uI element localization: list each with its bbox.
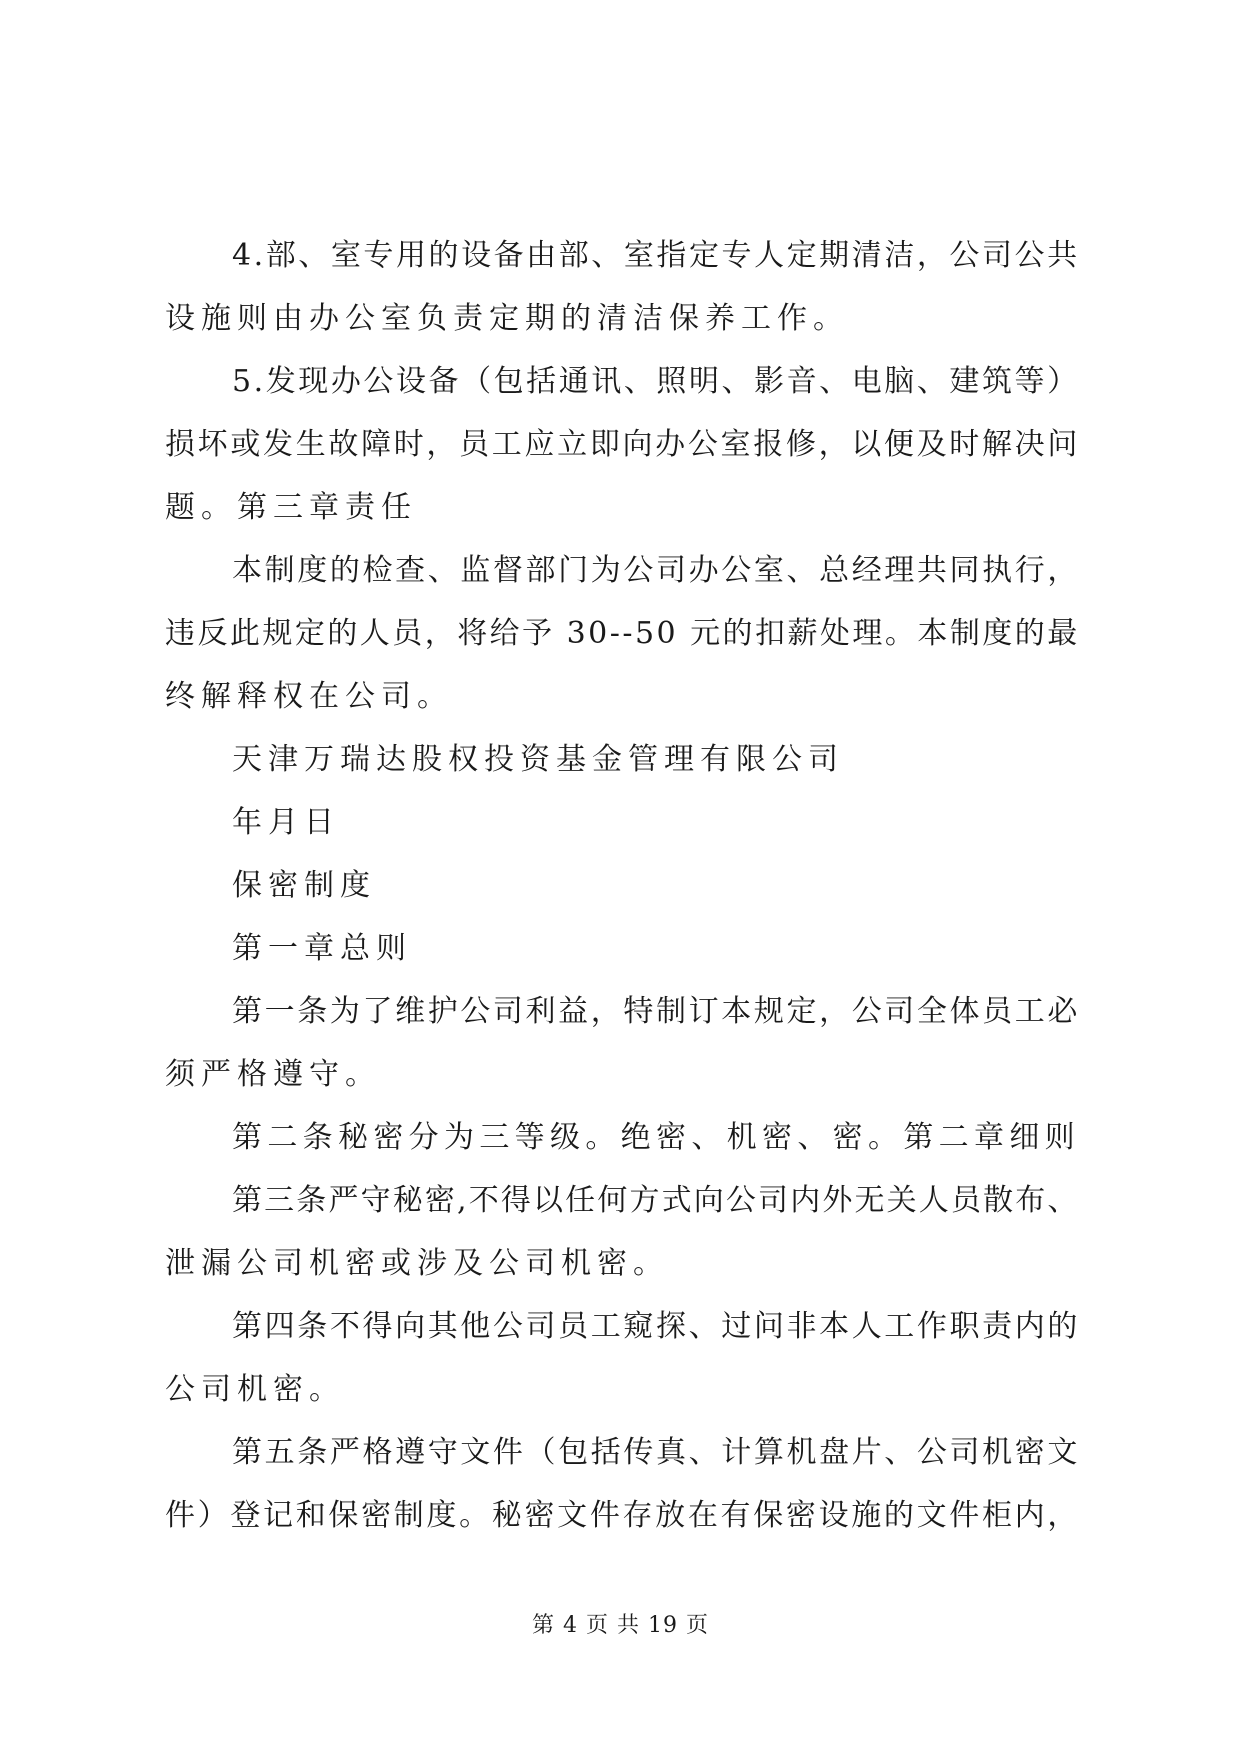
text-line: 件）登记和保密制度。秘密文件存放在有保密设施的文件柜内， [165,1498,1080,1533]
chapter-heading: 第一章总则 [232,931,412,966]
text-line: 第二条秘密分为三等级。绝密、机密、密。第二章细则 [232,1120,1080,1155]
text-line: 年月日 [232,805,340,840]
text-line: 泄漏公司机密或涉及公司机密。 [165,1246,669,1281]
text-line: 第五条严格遵守文件（包括传真、计算机盘片、公司机密文 [232,1435,1080,1470]
text-line: 第三条严守秘密,不得以任何方式向公司内外无关人员散布、 [232,1183,1080,1218]
text-line: 终解释权在公司。 [165,679,453,714]
page-footer: 第 4 页 共 19 页 [532,1613,709,1638]
text-line: 第一条为了维护公司利益，特制订本规定，公司全体员工必 [232,994,1080,1029]
text-line: 设施则由办公室负责定期的清洁保养工作。 [165,301,849,336]
text-line: 损坏或发生故障时，员工应立即向办公室报修，以便及时解决问 [165,427,1080,462]
text-line: 公司机密。 [165,1372,345,1407]
section-heading: 保密制度 [232,868,376,903]
text-line: 违反此规定的人员，将给予 30--50 元的扣薪处理。本制度的最 [165,616,1080,651]
text-line: 5.发现办公设备（包括通讯、照明、影音、电脑、建筑等） [232,364,1080,399]
text-line: 第四条不得向其他公司员工窥探、过问非本人工作职责内的 [232,1309,1080,1344]
text-line: 须严格遵守。 [165,1057,381,1092]
text-line: 题。第三章责任 [165,490,417,525]
text-line: 天津万瑞达股权投资基金管理有限公司 [232,742,844,777]
text-line: 4.部、室专用的设备由部、室指定专人定期清洁，公司公共 [232,238,1080,273]
text-line: 本制度的检查、监督部门为公司办公室、总经理共同执行， [232,553,1080,588]
